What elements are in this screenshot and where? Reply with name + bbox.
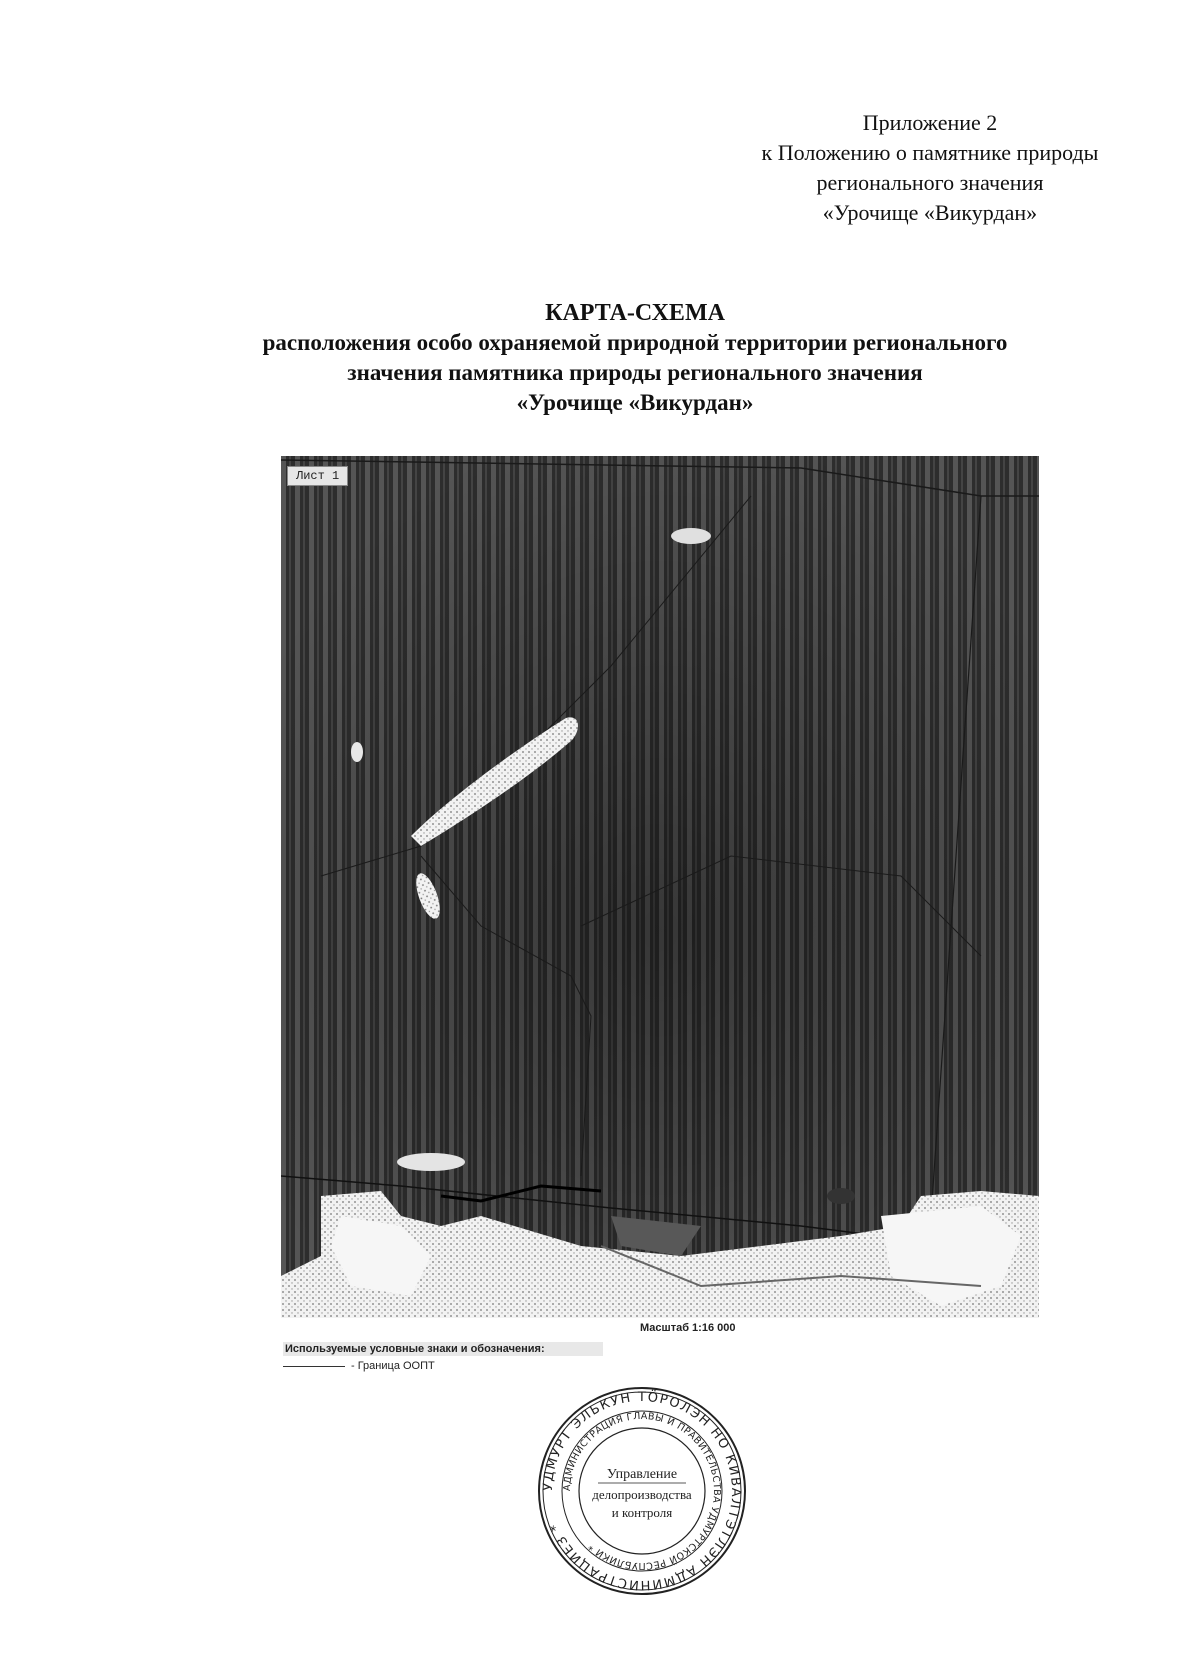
seal-stamp-icon [536,1385,748,1597]
map-scale: Масштаб 1:16 000 [640,1322,736,1334]
title-line-2: значения памятника природы регионального значения [347,360,923,385]
official-seal [536,1385,748,1597]
seal-outer-text: УДМУРТ ЭЛЬКУН ТӦРОЛЭН НО КИВАЛТЭТЛЭН АДМИНИСТРАЦИЕЗ * [540,1389,744,1593]
legend-item [283,1360,603,1372]
appendix-header [690,108,1170,228]
map-legend [283,1342,603,1372]
document-title [160,298,1110,418]
title-line-3: «Урочище «Викурдан» [516,390,754,415]
map-raster [281,456,1039,1318]
map-scheme-image [281,456,1039,1318]
appendix-reference-3: «Урочище «Викурдан» [822,200,1038,225]
legend-item-label: - Граница ООПТ [351,1360,435,1372]
title-line-1: расположения особо охраняемой природной территории регионального [262,330,1008,355]
seal-center-line-1: Управление [606,1467,678,1482]
appendix-number: Приложение 2 [862,110,998,135]
title-main: КАРТА-СХЕМА [545,300,725,326]
seal-center-line-2: делопроизводства [592,1487,692,1502]
legend-title: Используемые условные знаки и обозначения: [283,1342,603,1356]
appendix-reference-2: регионального значения [816,170,1044,195]
seal-center-line-3: и контроля [611,1505,673,1520]
boundary-line-icon [283,1366,345,1367]
map-sheet-label: Лист 1 [287,466,348,486]
appendix-reference: к Положению о памятнике природы [761,140,1099,165]
seal-inner-text: АДМИНИСТРАЦИЯ ГЛАВЫ И ПРАВИТЕЛЬСТВА УДМУРТСКОЙ РЕСПУБЛИКИ * [561,1410,723,1572]
